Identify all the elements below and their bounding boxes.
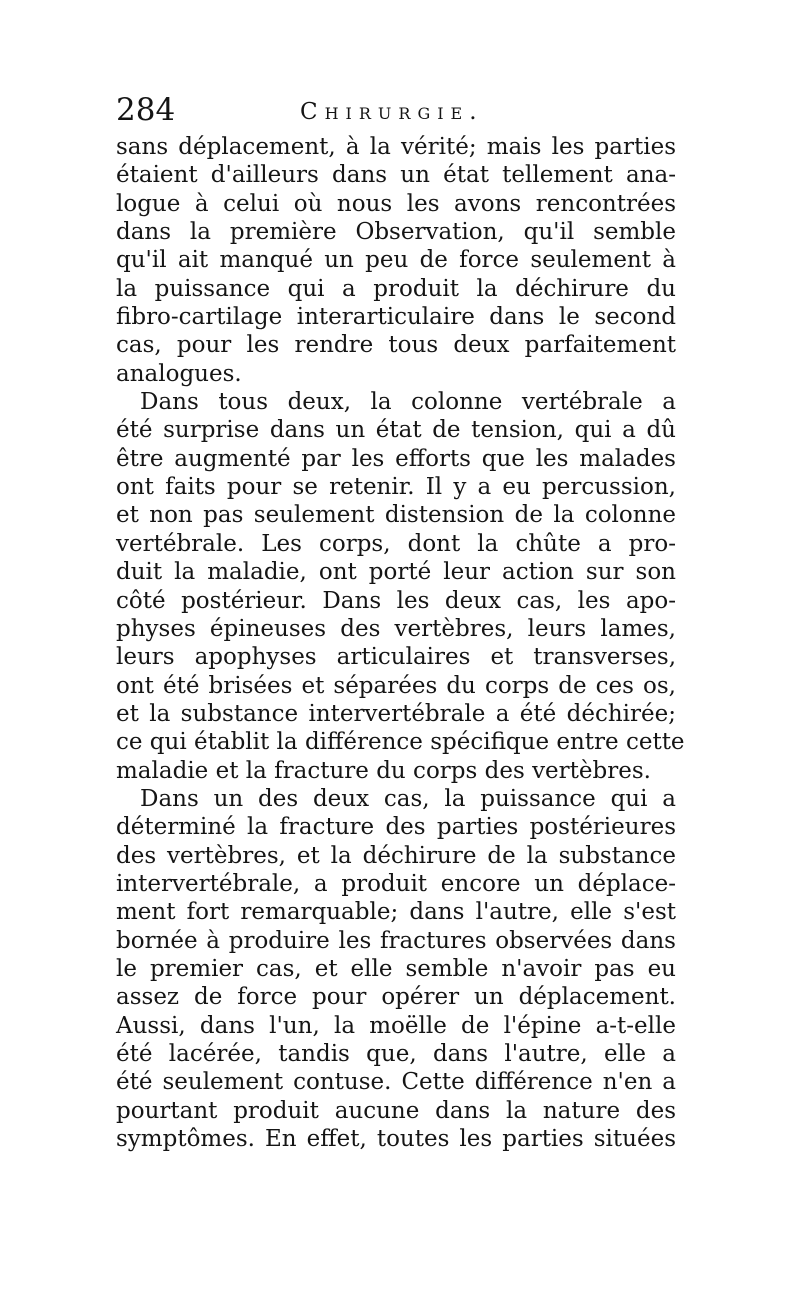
paragraph-start-line: Dans un des deux cas, la puissance qui a: [140, 785, 676, 812]
page-number: 284: [116, 92, 176, 128]
text-line: assez de force pour opérer un déplacement.: [116, 984, 676, 1011]
text-line: déterminé la fracture des parties postérieures: [116, 814, 676, 841]
body-text: [116, 133, 685, 1153]
text-line: ce qui établit la différence spécifique entre cette: [116, 729, 685, 756]
paragraph-end-line: analogues.: [116, 360, 242, 387]
text-line: sans déplacement, à la vérité; mais les parties: [116, 134, 676, 160]
text-line: physes épineuses des vertèbres, leurs lames,: [116, 615, 676, 642]
text-line: dans la première Observation, qu'il semble: [116, 219, 676, 246]
paragraph-start-line: Dans tous deux, la colonne vertébrale a: [140, 389, 676, 416]
text-line: été surprise dans un état de tension, qui a dû: [116, 417, 676, 444]
text-line: Aussi, dans l'un, la moëlle de l'épine a-t-elle: [116, 1012, 676, 1039]
text-line: symptômes. En effet, toutes les parties situées: [116, 1126, 676, 1153]
text-line: logue à celui où nous les avons rencontrées: [116, 190, 676, 217]
text-line: vertébrale. Les corps, dont la chûte a pro-: [116, 530, 676, 557]
text-line: le premier cas, et elle semble n'avoir pas eu: [116, 955, 676, 982]
text-line: duit la maladie, ont porté leur action sur son: [116, 559, 676, 586]
running-head: [116, 90, 676, 130]
text-line: être augmenté par les efforts que les malades: [116, 445, 676, 472]
text-line: des vertèbres, et la déchirure de la substance: [116, 842, 676, 869]
text-line: fibro-cartilage interarticulaire dans le second: [116, 304, 676, 331]
text-line: et la substance intervertébrale a été déchirée;: [116, 700, 676, 727]
text-line: ont faits pour se retenir. Il y a eu percussion,: [116, 474, 676, 501]
text-line: côté postérieur. Dans les deux cas, les apo-: [116, 587, 676, 614]
text-line: et non pas seulement distension de la colonne: [116, 502, 676, 529]
text-line: pourtant produit aucune dans la nature des: [116, 1097, 676, 1124]
text-line: étaient d'ailleurs dans un état tellement ana-: [116, 162, 676, 189]
running-title: Chirurgie.: [300, 99, 484, 125]
paragraph-end-line: maladie et la fracture du corps des vertèbres.: [116, 757, 651, 784]
text-line: été lacérée, tandis que, dans l'autre, elle a: [116, 1041, 676, 1067]
text-line: leurs apophyses articulaires et transverses,: [116, 644, 676, 671]
text-line: ont été brisées et séparées du corps de ces os,: [116, 672, 676, 699]
text-line: la puissance qui a produit la déchirure du: [116, 275, 676, 302]
text-line: bornée à produire les fractures observées dans: [116, 927, 676, 954]
text-line: ment fort remarquable; dans l'autre, elle s'est: [116, 899, 676, 926]
text-line: cas, pour les rendre tous deux parfaitement: [116, 332, 676, 359]
text-line: été seulement contuse. Cette différence n'en a: [116, 1069, 676, 1096]
text-line: intervertébrale, a produit encore un déplace-: [116, 870, 676, 897]
text-line: qu'il ait manqué un peu de force seulement à: [116, 247, 676, 274]
